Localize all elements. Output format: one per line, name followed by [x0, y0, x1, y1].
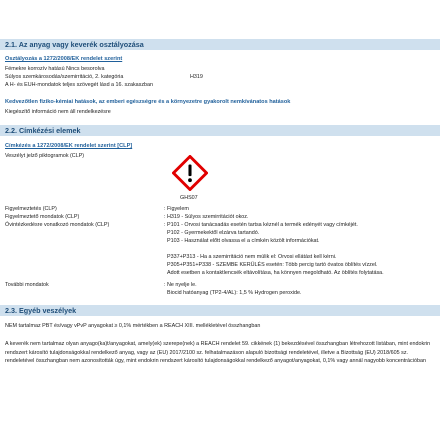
precautionary-p103: P103 - Használat előtt olvassa el a címkén közölt információkat. [167, 238, 320, 244]
precautionary-p337-p313: P337+P313 - Ha a szemirritáció nem múlik el: Orvosi ellátást kell kérni. [167, 254, 337, 260]
section-subtitle-classification: Osztályozás a 1272/2008/EK rendelet szerint [5, 56, 123, 62]
classification-line-2: Súlyos szemkárosodás/szemirritáció, 2. kategória [5, 74, 124, 80]
precautionary-p102: P102 - Gyermekektől elzárva tartandó. [167, 230, 260, 236]
precautionary-p101: : P101 - Orvosi tanácsadás esetén tartsa kéznél a termék edényét vagy címkéjét. [164, 222, 358, 228]
endocrine-paragraph: A keverék nem tartalmaz olyan anyago(ka)t/anyagokat, amely(ek) szerepe(nek) a REACH rendelet 59. cikkének (1) bekezdésével összhangban létrehozott listában, mint endokrin rendszert károsító tulajdonságokkal rendelkező anyag, vagy az (EU) 2017/2100 sz. felhatalmazáson alapuló bizottsági rendeletével, illetve a Bizottság (EU) 2018/605 sz. rendeletével összhangban nem azonosították úgy, mint endokrin rendszert károsító tulajdonságokkal rendelkező anyagot/anyagokat, 0,1% vagy annál nagyobb koncentrációban [5, 341, 431, 364]
precautionary-continuation: Adott esetben a kontaktlencsék eltávolítása, ha könnyen megoldható. Az öblítés folytatása. [167, 270, 384, 276]
hazards-subtitle: Kedvezőtlen fiziko-kémiai hatások, az emberi egészségre és a környezetre gyakorolt nemkívánatos hatások [5, 99, 291, 105]
hazards-text: Kiegészítő információ nem áll rendelkezésre [5, 109, 111, 115]
precautionary-label: Óvintézkedésre vonatkozó mondatok (CLP) [5, 222, 110, 228]
section-header-2-1: 2.1. Az anyag vagy keverék osztályozása [0, 39, 440, 50]
classification-line-3: A H- és EUH-mondatok teljes szövegét lásd a 16. szakaszban [5, 82, 154, 88]
signal-word-value: : Figyelem [164, 206, 189, 212]
section-subtitle-labelling: Címkézés a 1272/2008/EK rendelet szerint [CLP] [5, 143, 133, 149]
hazard-statements-label: Figyelmeztető mondatok (CLP) [5, 214, 80, 220]
precautionary-p305-p351-p338: P305+P351+P338 - SZEMBE KERÜLÉS esetén: Több percig tartó óvatos öblítés vízzel. [167, 262, 378, 268]
classification-line-1: Fémekre korrozív hatású Nincs besorolva [5, 66, 105, 72]
hazard-statement-h319: : H319 - Súlyos szemirritációt okoz. [164, 214, 249, 220]
pictograms-label: Veszélyt jelző piktogramok (CLP) [5, 153, 85, 159]
additional-statement-2: Biocid hatóanyag (TP2-4/AL): 1,5 % Hydrogen peroxide. [167, 290, 302, 296]
signal-word-label: Figyelmeztetés (CLP) [5, 206, 57, 212]
ghs07-exclamation-icon [172, 155, 208, 191]
pbt-statement: NEM tartalmaz PBT és/vagy vPvP anyagokat ≥ 0,1% mértékben a REACH XIII. mellékletével összhangban [5, 323, 261, 329]
classification-hcode: H319 [190, 74, 203, 80]
additional-statement-1: : Ne nyelje le. [164, 282, 197, 288]
section-header-2-2: 2.2. Címkézési elemek [0, 125, 440, 136]
section-header-2-3: 2.3. Egyéb veszélyek [0, 305, 440, 316]
additional-statements-label: További mondatok [5, 282, 49, 288]
pictogram-code: GHS07 [180, 195, 198, 201]
